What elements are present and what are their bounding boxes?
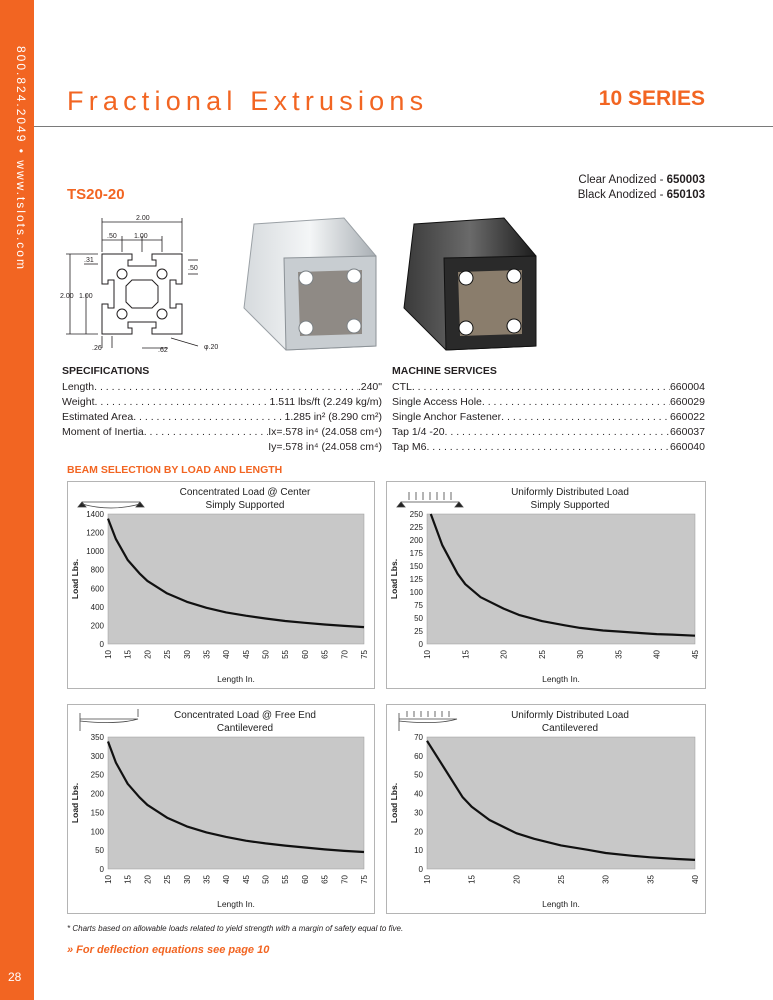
deflection-link[interactable]: » For deflection equations see page 10	[67, 944, 270, 956]
y-tick-label: 30	[414, 808, 423, 818]
y-tick-label: 600	[90, 584, 104, 594]
y-tick-label: 0	[99, 640, 104, 649]
y-tick-label: 400	[90, 602, 104, 612]
profile-drawing	[58, 212, 228, 354]
y-tick-label: 350	[90, 733, 104, 742]
y-tick-label: 100	[90, 827, 104, 837]
y-tick-label: 0	[99, 865, 104, 874]
y-tick-label: 70	[414, 733, 423, 742]
x-tick-label: 25	[537, 650, 547, 659]
load-diagram-icon	[80, 709, 138, 731]
y-tick-label: 125	[409, 575, 423, 584]
y-tick-label: 50	[414, 770, 423, 780]
finish-clear-label: Clear Anodized -	[578, 174, 667, 186]
x-tick-label: 40	[222, 875, 232, 884]
x-tick-label: 45	[241, 875, 251, 884]
spec-row-weight	[62, 396, 382, 408]
x-axis-label: Length In.	[217, 674, 255, 684]
y-tick-label: 150	[409, 562, 423, 571]
photo-clear-anodized	[236, 216, 382, 354]
chart-concentrated-free-end	[67, 704, 375, 914]
y-tick-label: 0	[418, 865, 423, 874]
x-tick-label: 30	[601, 875, 611, 884]
service-code: 660037	[669, 426, 705, 438]
y-tick-label: 250	[409, 510, 423, 519]
spec-value: 1.511 lbs/ft (2.249 kg/m)	[269, 396, 382, 408]
beam-selection-heading: BEAM SELECTION BY LOAD AND LENGTH	[67, 464, 283, 476]
dim-e: 1.00	[79, 293, 93, 300]
spec-value: Iy=.578 in⁴ (24.058 cm⁴)	[268, 441, 382, 453]
y-tick-label: 25	[414, 627, 423, 636]
y-tick-label: 300	[90, 751, 104, 761]
chart-title: Uniformly Distributed Load	[511, 710, 629, 721]
service-label: Single Anchor Fastener	[392, 411, 502, 423]
dim-c: .31	[84, 257, 94, 264]
x-tick-label: 45	[691, 650, 700, 659]
x-tick-label: 60	[300, 875, 310, 884]
x-tick-label: 60	[300, 650, 310, 659]
x-tick-label: 50	[261, 875, 271, 884]
service-row	[392, 426, 705, 438]
y-tick-label: 250	[90, 770, 104, 780]
x-tick-label: 35	[202, 650, 212, 659]
x-tick-label: 10	[423, 650, 432, 659]
dim-b: 1.00	[134, 233, 148, 240]
spec-row-length	[62, 381, 382, 393]
chart-footnote: * Charts based on allowable loads related to yield strength with a margin of safety equal to five.	[67, 924, 404, 933]
x-tick-label: 10	[423, 875, 432, 884]
dim-d: .50	[188, 265, 198, 272]
x-tick-label: 30	[182, 875, 192, 884]
dim-hole: φ.20	[204, 344, 219, 351]
chart-uniform-simple	[386, 481, 706, 689]
chart-subtitle: Cantilevered	[216, 723, 274, 734]
x-tick-label: 20	[143, 650, 153, 659]
dim-g: .62	[158, 347, 168, 354]
chart-title: Concentrated Load @ Free End	[174, 710, 316, 721]
service-row	[392, 381, 705, 393]
spec-label: Length	[62, 381, 95, 393]
spec-row-area	[62, 411, 382, 423]
x-tick-label: 15	[123, 875, 133, 884]
x-tick-label: 20	[499, 650, 509, 659]
finish-clear	[578, 174, 705, 186]
x-tick-label: 40	[222, 650, 232, 659]
x-tick-label: 10	[104, 650, 113, 659]
service-code: 660004	[669, 381, 705, 393]
header-divider	[34, 126, 773, 127]
spec-label: Estimated Area	[62, 411, 134, 423]
load-diagram-icon	[397, 492, 463, 507]
spec-label: Weight	[62, 396, 95, 408]
chart-subtitle: Cantilevered	[541, 723, 599, 734]
x-tick-label: 30	[182, 650, 192, 659]
y-axis-label: Load Lbs.	[70, 558, 80, 600]
chart-title: Uniformly Distributed Load	[511, 487, 629, 498]
x-tick-label: 35	[614, 650, 624, 659]
service-label: Tap M6	[392, 441, 427, 453]
y-tick-label: 50	[95, 846, 104, 856]
dim-width: 2.00	[136, 215, 150, 222]
dim-a: .50	[107, 233, 117, 240]
x-tick-label: 70	[340, 875, 350, 884]
part-name: TS20-20	[67, 186, 125, 203]
x-tick-label: 55	[281, 650, 291, 659]
y-tick-label: 60	[414, 751, 423, 761]
y-tick-label: 100	[409, 588, 423, 597]
chart-concentrated-center	[67, 481, 375, 689]
load-diagram-icon	[399, 711, 457, 731]
x-tick-label: 10	[104, 875, 113, 884]
spec-label: Moment of Inertia	[62, 426, 144, 438]
dim-height: 2.00	[60, 293, 74, 300]
x-tick-label: 55	[281, 875, 291, 884]
service-row	[392, 411, 705, 423]
x-tick-label: 35	[202, 875, 212, 884]
y-tick-label: 20	[414, 827, 423, 837]
y-tick-label: 75	[414, 601, 423, 610]
x-tick-label: 75	[360, 875, 369, 884]
x-axis-label: Length In.	[542, 674, 580, 684]
service-label: CTL	[392, 381, 412, 393]
x-tick-label: 30	[576, 650, 586, 659]
finish-black	[578, 189, 705, 201]
sidebar	[0, 0, 34, 1000]
chart-title: Concentrated Load @ Center	[179, 487, 311, 498]
x-tick-label: 75	[360, 650, 369, 659]
y-tick-label: 1400	[86, 510, 104, 519]
chart-subtitle: Simply Supported	[205, 500, 285, 511]
x-tick-label: 15	[461, 650, 471, 659]
y-axis-label: Load Lbs.	[389, 782, 399, 824]
x-axis-label: Length In.	[217, 899, 255, 909]
dim-f: .26	[92, 345, 102, 352]
y-tick-label: 200	[409, 536, 423, 545]
y-tick-label: 225	[409, 523, 423, 532]
chart-uniform-cantilever	[386, 704, 706, 914]
x-tick-label: 45	[241, 650, 251, 659]
x-tick-label: 25	[163, 875, 173, 884]
series-label: 10 SERIES	[598, 87, 705, 110]
spec-value: .240"	[357, 381, 382, 393]
y-axis-label: Load Lbs.	[70, 782, 80, 824]
x-tick-label: 65	[320, 650, 330, 659]
spec-row-inertia-y	[62, 441, 382, 453]
specifications-heading: SPECIFICATIONS	[62, 365, 150, 377]
x-tick-label: 65	[320, 875, 330, 884]
y-tick-label: 800	[90, 565, 104, 575]
x-tick-label: 15	[467, 875, 477, 884]
spec-row-inertia	[62, 426, 382, 438]
x-tick-label: 20	[512, 875, 522, 884]
x-tick-label: 25	[557, 875, 566, 884]
service-row	[392, 396, 705, 408]
x-tick-label: 40	[691, 875, 700, 884]
y-tick-label: 0	[418, 640, 423, 649]
machine-services-heading: MACHINE SERVICES	[392, 365, 497, 377]
y-tick-label: 150	[90, 808, 104, 818]
x-tick-label: 50	[261, 650, 271, 659]
load-diagram-icon	[78, 502, 144, 508]
page-title: Fractional Extrusions	[67, 86, 429, 116]
x-tick-label: 20	[143, 875, 153, 884]
spec-value: 1.285 in² (8.290 cm²)	[284, 411, 382, 423]
chart-subtitle: Simply Supported	[530, 500, 610, 511]
service-label: Single Access Hole	[392, 396, 482, 408]
photo-black-anodized	[396, 216, 542, 354]
x-tick-label: 15	[123, 650, 133, 659]
service-code: 660029	[669, 396, 705, 408]
y-tick-label: 1000	[86, 547, 104, 557]
y-tick-label: 200	[90, 789, 104, 799]
finish-black-label: Black Anodized -	[577, 189, 667, 201]
service-code: 660040	[669, 441, 705, 453]
y-tick-label: 50	[414, 614, 423, 623]
x-tick-label: 25	[163, 650, 173, 659]
x-tick-label: 40	[652, 650, 662, 659]
service-code: 660022	[669, 411, 705, 423]
y-tick-label: 40	[414, 789, 423, 799]
finish-black-code: 650103	[666, 189, 705, 201]
y-tick-label: 200	[90, 621, 104, 631]
y-axis-label: Load Lbs.	[389, 558, 399, 600]
x-axis-label: Length In.	[542, 899, 580, 909]
spec-value: Ix=.578 in⁴ (24.058 cm⁴)	[268, 426, 382, 438]
y-tick-label: 1200	[86, 528, 104, 538]
service-row	[392, 441, 705, 453]
finish-clear-code: 650003	[666, 174, 705, 186]
x-tick-label: 35	[646, 875, 656, 884]
service-label: Tap 1/4 -20	[392, 426, 445, 438]
contact-info: 800.824.2049 • www.tslots.com	[14, 46, 28, 271]
page-number: 28	[8, 970, 22, 984]
y-tick-label: 10	[414, 846, 423, 856]
y-tick-label: 175	[409, 549, 423, 558]
x-tick-label: 70	[340, 650, 350, 659]
